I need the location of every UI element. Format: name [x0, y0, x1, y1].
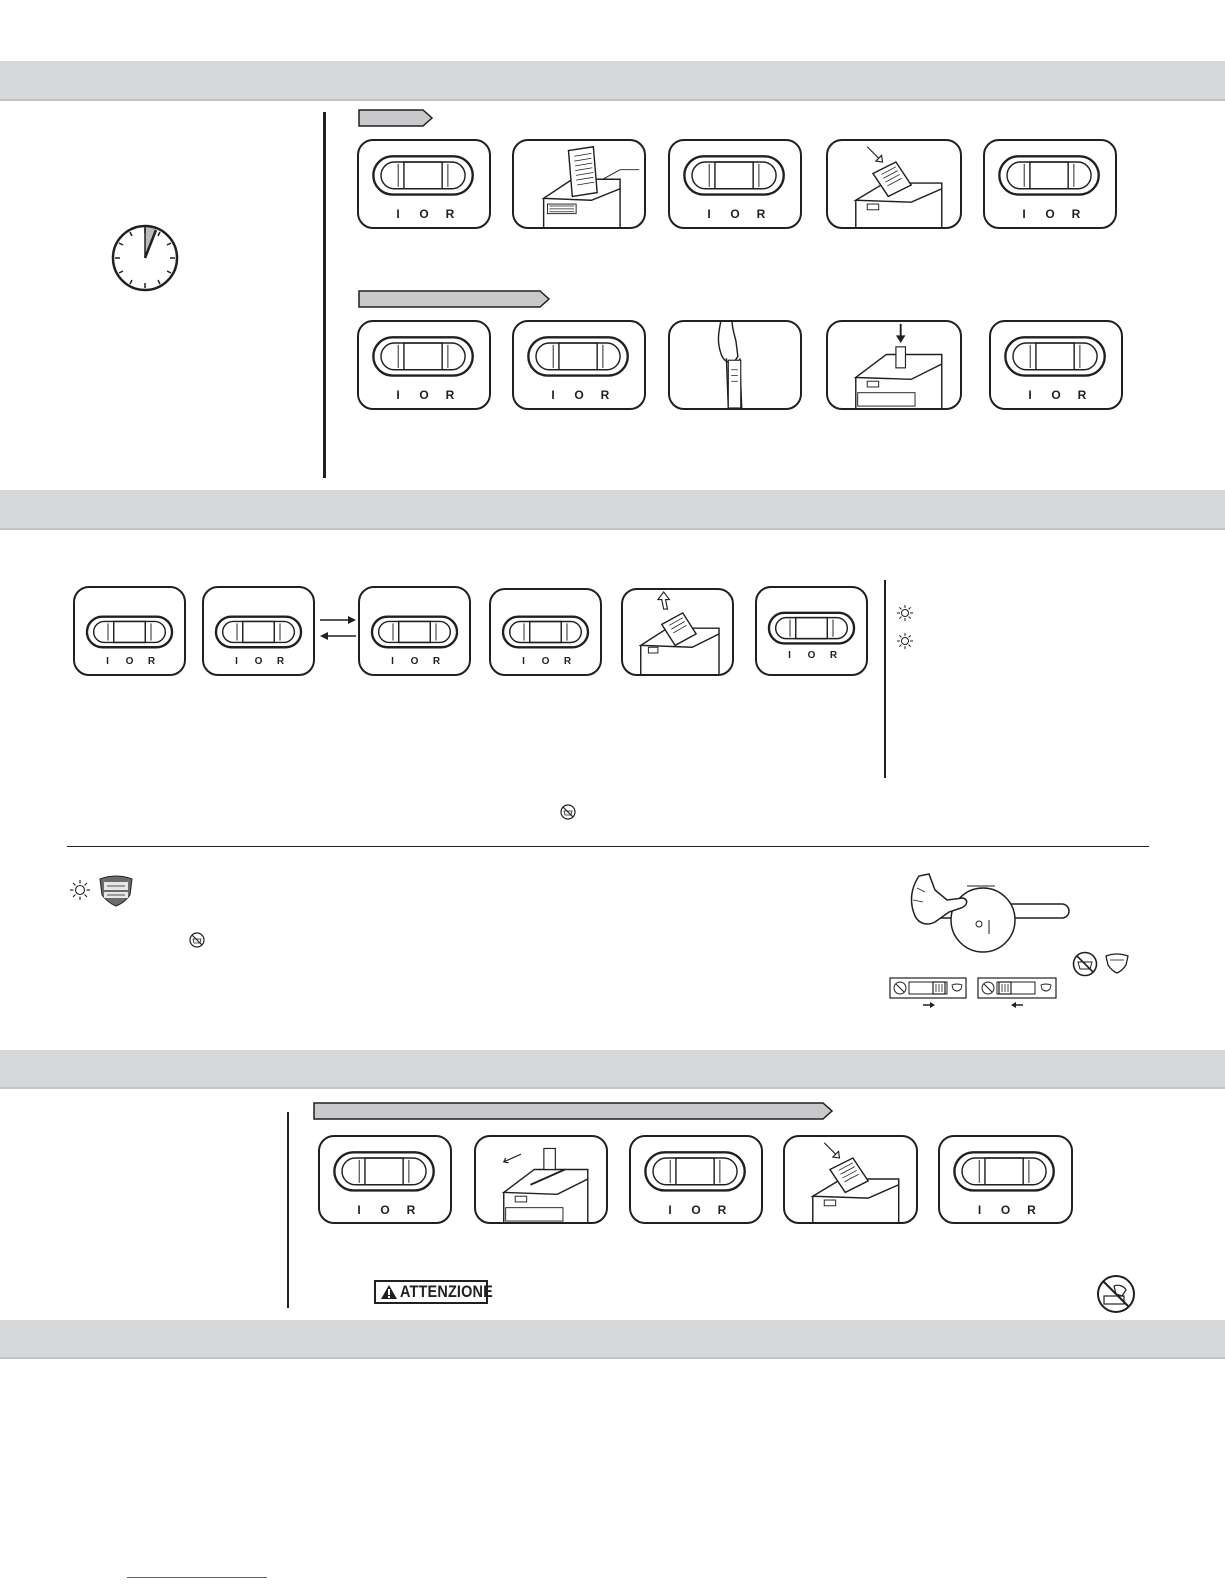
toggle-arrows-icon [318, 614, 358, 642]
switch-label-off: O [254, 656, 263, 667]
sensor-slide-switch-on [889, 977, 967, 1011]
switch-label-off: O [691, 1203, 701, 1217]
switch-label-off: O [1051, 388, 1061, 402]
switch-panel [512, 320, 646, 410]
hand-holding-card-illustration [668, 320, 802, 410]
switch-label-off: O [419, 207, 429, 221]
switch-label-reverse: R [432, 656, 441, 667]
switch-label-on: I [391, 656, 394, 667]
shredder-paper-insert-illustration [783, 1135, 918, 1224]
shield-outline-icon [1104, 953, 1130, 975]
switch-label-on: I [707, 207, 711, 221]
warning-label [374, 1280, 493, 1304]
switch-label-on: I [668, 1203, 672, 1217]
switch-panel [73, 586, 186, 676]
switch-label-off: O [541, 656, 550, 667]
warning-triangle-icon [380, 1284, 398, 1300]
sensor-slide-switch-off [977, 977, 1057, 1011]
warning-text: ATTENZIONE [400, 1282, 493, 1301]
switch-label-on: I [551, 388, 555, 402]
section-band-1 [0, 61, 1225, 101]
switch-label-reverse: R [600, 388, 610, 402]
switch-label-off: O [125, 656, 134, 667]
switch-label-on: I [522, 656, 525, 667]
switch-label-reverse: R [756, 207, 766, 221]
no-touch-icon [560, 804, 576, 820]
no-hand-in-bin-icon [1096, 1274, 1136, 1314]
footer-link-underline [127, 1577, 267, 1578]
switch-label-reverse: R [1027, 1203, 1036, 1217]
switch-label-on: I [396, 207, 400, 221]
switch-label-reverse: R [717, 1203, 727, 1217]
switch-panel [938, 1135, 1073, 1224]
switch-label-on: I [235, 656, 238, 667]
switch-label-off: O [1000, 1203, 1011, 1217]
switch-label-off: O [410, 656, 419, 667]
switch-label-off: O [1045, 207, 1055, 221]
switch-label-on: I [977, 1203, 982, 1217]
shredder-paper-feed-illustration [512, 139, 646, 229]
switch-panel [202, 586, 315, 676]
switch-label-off: O [419, 388, 429, 402]
switch-label-reverse: R [147, 656, 156, 667]
switch-label-reverse: R [406, 1203, 416, 1217]
switch-label-reverse: R [563, 656, 572, 667]
sensor-switch-hand-illustration [905, 868, 1071, 954]
sun-icon [70, 880, 90, 900]
switch-label-reverse: R [445, 207, 455, 221]
section-band-3 [0, 1050, 1225, 1089]
section-3-divider [287, 1112, 289, 1308]
section-2-separator [67, 846, 1149, 847]
switch-panel [318, 1135, 452, 1224]
switch-label-on: I [357, 1203, 361, 1217]
switch-panel [668, 139, 802, 229]
no-touch-icon [189, 932, 205, 948]
switch-panel [983, 139, 1117, 229]
switch-panel [989, 320, 1123, 410]
switch-label-on: I [1028, 388, 1032, 402]
switch-label-reverse: R [276, 656, 285, 667]
switch-label-reverse: R [445, 388, 455, 402]
switch-panel [357, 320, 491, 410]
section-band-4 [0, 1320, 1225, 1359]
no-touch-icon [1072, 951, 1098, 977]
clock-icon [109, 222, 181, 294]
switch-label-reverse: R [829, 650, 838, 661]
switch-label-reverse: R [1071, 207, 1081, 221]
sun-icon [897, 605, 913, 621]
switch-label-on: I [106, 656, 109, 667]
switch-label-on: I [1022, 207, 1026, 221]
switch-panel [489, 588, 602, 676]
switch-panel [629, 1135, 763, 1224]
switch-panel [358, 586, 471, 676]
switch-label-off: O [807, 650, 816, 661]
safesense-badge-icon [98, 875, 134, 907]
switch-label-on: I [788, 650, 791, 661]
switch-panel [357, 139, 491, 229]
section-1-divider [323, 112, 326, 478]
section-band-2 [0, 490, 1225, 530]
switch-label-reverse: R [1077, 388, 1087, 402]
shredder-paper-remove-illustration [621, 588, 734, 676]
switch-label-off: O [380, 1203, 390, 1217]
shredder-clean-slot-illustration [474, 1135, 608, 1224]
switch-label-off: O [730, 207, 740, 221]
switch-label-off: O [574, 388, 584, 402]
sun-icon [897, 633, 913, 649]
shredder-card-insert-illustration [826, 320, 962, 410]
section-2-divider [884, 580, 886, 778]
switch-label-on: I [396, 388, 400, 402]
switch-panel [755, 586, 868, 676]
shredder-paper-insert-illustration [826, 139, 962, 229]
